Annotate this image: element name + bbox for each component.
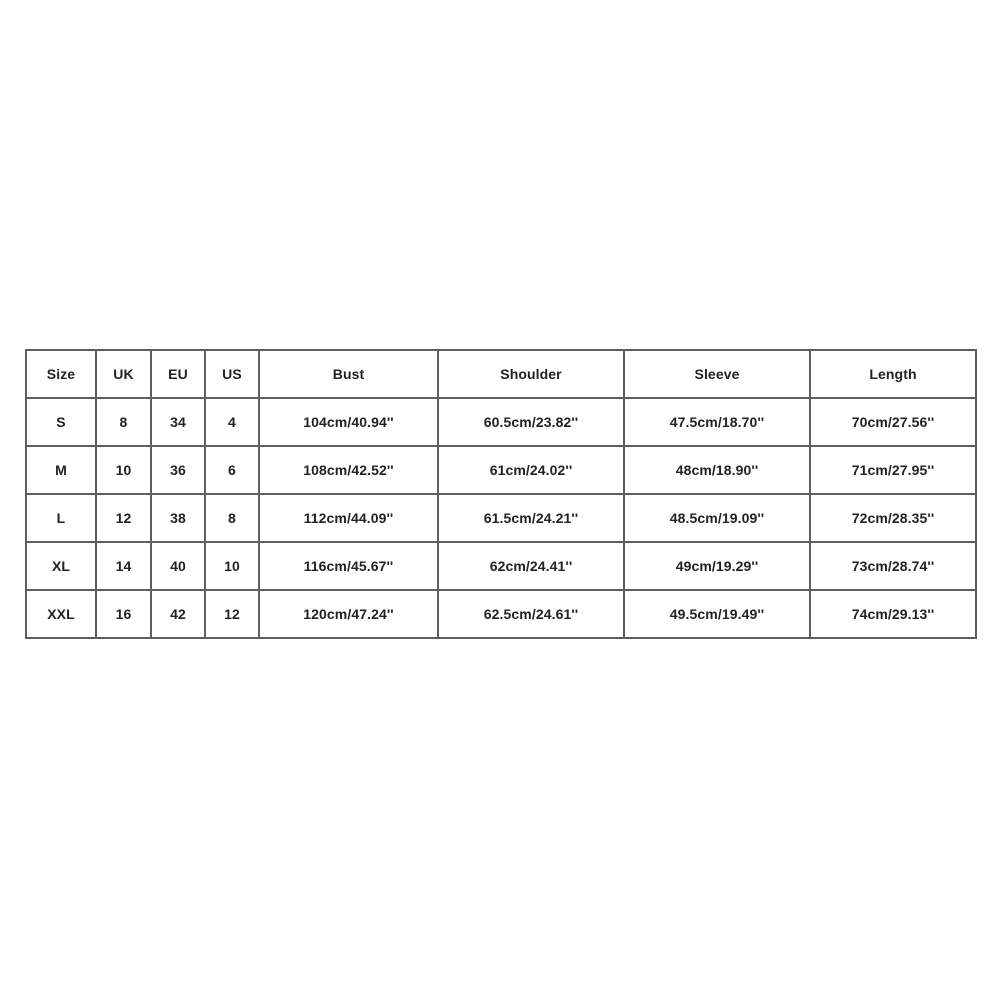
cell-length: 71cm/27.95''	[810, 446, 976, 494]
cell-shoulder: 62cm/24.41''	[438, 542, 624, 590]
table-row	[26, 542, 976, 590]
cell-length: 72cm/28.35''	[810, 494, 976, 542]
cell-uk: 10	[96, 446, 151, 494]
header-length: Length	[810, 350, 976, 398]
cell-sleeve: 49cm/19.29''	[624, 542, 810, 590]
header-eu: EU	[151, 350, 205, 398]
header-shoulder: Shoulder	[438, 350, 624, 398]
table-row	[26, 446, 976, 494]
cell-bust: 108cm/42.52''	[259, 446, 438, 494]
cell-us: 4	[205, 398, 259, 446]
cell-length: 74cm/29.13''	[810, 590, 976, 638]
header-us: US	[205, 350, 259, 398]
header-uk: UK	[96, 350, 151, 398]
cell-size: M	[26, 446, 96, 494]
cell-uk: 14	[96, 542, 151, 590]
cell-eu: 36	[151, 446, 205, 494]
cell-shoulder: 61.5cm/24.21''	[438, 494, 624, 542]
header-row	[26, 350, 976, 398]
cell-us: 8	[205, 494, 259, 542]
table-row	[26, 590, 976, 638]
cell-length: 70cm/27.56''	[810, 398, 976, 446]
cell-shoulder: 61cm/24.02''	[438, 446, 624, 494]
cell-uk: 12	[96, 494, 151, 542]
cell-us: 12	[205, 590, 259, 638]
cell-sleeve: 49.5cm/19.49''	[624, 590, 810, 638]
cell-shoulder: 60.5cm/23.82''	[438, 398, 624, 446]
cell-bust: 104cm/40.94''	[259, 398, 438, 446]
table-row	[26, 398, 976, 446]
cell-sleeve: 47.5cm/18.70''	[624, 398, 810, 446]
header-size: Size	[26, 350, 96, 398]
header-bust: Bust	[259, 350, 438, 398]
cell-uk: 16	[96, 590, 151, 638]
cell-shoulder: 62.5cm/24.61''	[438, 590, 624, 638]
cell-bust: 116cm/45.67''	[259, 542, 438, 590]
cell-us: 6	[205, 446, 259, 494]
cell-size: S	[26, 398, 96, 446]
cell-eu: 42	[151, 590, 205, 638]
cell-uk: 8	[96, 398, 151, 446]
cell-bust: 120cm/47.24''	[259, 590, 438, 638]
cell-bust: 112cm/44.09''	[259, 494, 438, 542]
table-row	[26, 494, 976, 542]
header-sleeve: Sleeve	[624, 350, 810, 398]
cell-size: XXL	[26, 590, 96, 638]
cell-sleeve: 48.5cm/19.09''	[624, 494, 810, 542]
cell-length: 73cm/28.74''	[810, 542, 976, 590]
cell-size: XL	[26, 542, 96, 590]
cell-eu: 38	[151, 494, 205, 542]
cell-eu: 40	[151, 542, 205, 590]
cell-eu: 34	[151, 398, 205, 446]
cell-size: L	[26, 494, 96, 542]
size-chart-table	[25, 349, 977, 639]
cell-us: 10	[205, 542, 259, 590]
cell-sleeve: 48cm/18.90''	[624, 446, 810, 494]
